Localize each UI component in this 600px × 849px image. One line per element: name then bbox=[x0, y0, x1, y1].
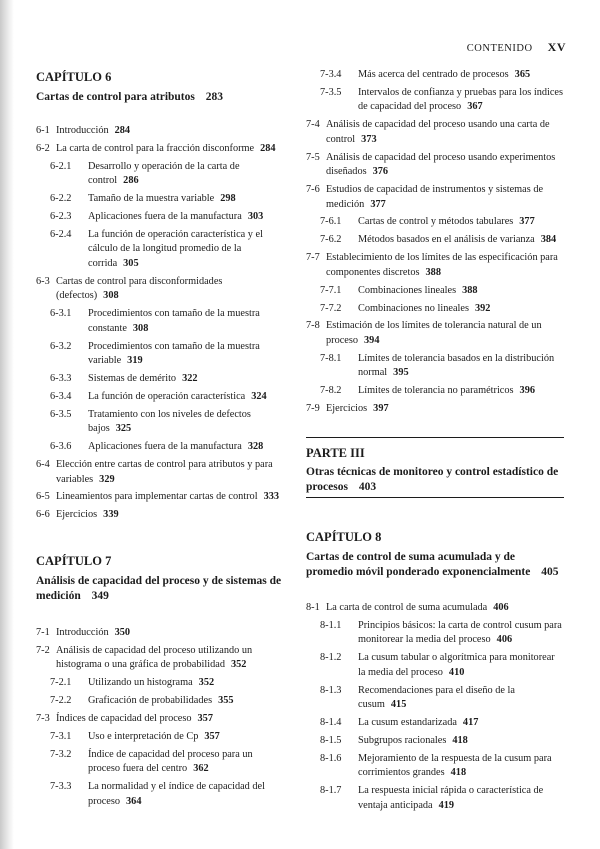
toc-entry-title: Introducción bbox=[56, 125, 109, 136]
toc-entry-text bbox=[88, 192, 286, 207]
toc-entry-text bbox=[56, 124, 286, 139]
toc-entry-number: 6-3.5 bbox=[50, 408, 72, 420]
toc-entry-title: Análisis de capacidad del proceso usando experimentos diseñados bbox=[326, 151, 556, 178]
toc-subentry bbox=[36, 440, 286, 455]
toc-entry-page: 377 bbox=[519, 216, 535, 228]
toc-entry-number: 8-1.3 bbox=[320, 684, 342, 696]
toc-entry-page: 396 bbox=[519, 385, 535, 397]
toc-entry-page: 303 bbox=[247, 211, 264, 223]
toc-entry-text bbox=[358, 302, 564, 317]
toc-entry bbox=[36, 142, 286, 157]
toc-subentry bbox=[306, 716, 564, 731]
toc-entry-page: 384 bbox=[540, 234, 557, 246]
toc-entry-text bbox=[326, 402, 564, 417]
toc-entry-title: Combinaciones no lineales bbox=[358, 302, 469, 314]
toc-entry-number: 7-6.2 bbox=[320, 234, 342, 246]
toc-entry-number: 8-1.5 bbox=[320, 734, 342, 746]
toc-entry-title: Análisis de capacidad del proceso utilizando un histograma o una gráfica de probabilidad bbox=[56, 644, 253, 671]
toc-subentry bbox=[36, 730, 286, 745]
toc-entry-page: 286 bbox=[123, 175, 139, 187]
toc-entry-title: Límites de tolerancia no paramétricos bbox=[358, 385, 514, 397]
chapter-8-header bbox=[306, 530, 564, 580]
toc-entry-page: 352 bbox=[230, 659, 247, 671]
toc-entry-text bbox=[358, 233, 564, 248]
toc-subentry bbox=[36, 780, 286, 809]
toc-entry-page: 415 bbox=[390, 699, 407, 711]
toc-entry-number: 7-8.1 bbox=[320, 352, 342, 364]
chapter-title bbox=[306, 550, 564, 580]
toc-entry-text bbox=[88, 748, 286, 777]
toc-entry-title: La cusum estandarizada bbox=[358, 717, 457, 729]
toc-entry-number: 6-2.3 bbox=[50, 211, 72, 223]
toc-entry-number: 7-3.1 bbox=[50, 730, 72, 742]
toc-entry-number: 7-3.5 bbox=[320, 86, 342, 98]
toc-entry-title: Tratamiento con los niveles de defectos bajos bbox=[88, 408, 251, 435]
toc-entry-number: 6-2.1 bbox=[50, 160, 72, 172]
toc-entry-number: 6-2.4 bbox=[50, 228, 72, 240]
toc-entry-text bbox=[88, 340, 286, 369]
toc-entry bbox=[306, 183, 564, 212]
toc-entry-title: Estimación de los límites de tolerancia natural de un proceso bbox=[326, 320, 542, 346]
toc-entry-page: 339 bbox=[103, 509, 119, 521]
toc-subentry bbox=[306, 734, 564, 749]
toc-entry-page: 308 bbox=[103, 290, 119, 302]
toc-entry-text bbox=[88, 390, 286, 405]
toc-entry-text bbox=[358, 68, 564, 83]
toc-entry-title: Utilizando un histograma bbox=[88, 677, 193, 689]
toc-entry-text bbox=[88, 780, 286, 809]
toc-subentry bbox=[36, 340, 286, 369]
part-title-text: Otras técnicas de monitoreo y control estadístico de procesos bbox=[306, 466, 559, 493]
toc-entry-page: 406 bbox=[493, 602, 509, 613]
toc-entry-text bbox=[358, 734, 564, 749]
toc-entry-number: 8-1.2 bbox=[320, 652, 342, 664]
toc-entry-page: 418 bbox=[450, 767, 467, 779]
part-bottom-rule bbox=[306, 497, 564, 498]
toc-entry-page: 364 bbox=[126, 795, 142, 807]
toc-entry-number: 7-3.3 bbox=[50, 781, 72, 793]
toc-subentry bbox=[306, 352, 564, 381]
toc-entry-title: Principios básicos: la carta de control cusum para monitorear la media del proceso bbox=[358, 619, 562, 646]
toc-entry-title: Límites de tolerancia basados en la distribución normal bbox=[358, 352, 555, 379]
toc-entry-page: 419 bbox=[438, 799, 455, 811]
toc-entry bbox=[36, 712, 286, 727]
toc-entry-number: 6-3.1 bbox=[50, 308, 72, 320]
toc-entry-number: 8-1.4 bbox=[320, 717, 342, 729]
toc-entry-number: 8-1.6 bbox=[320, 752, 342, 764]
toc-entry-page: 319 bbox=[127, 355, 143, 367]
toc-entry-number: 7-7 bbox=[306, 252, 320, 264]
toc-entry-text bbox=[358, 86, 564, 115]
toc-entry-number: 7-2.1 bbox=[50, 677, 72, 689]
toc-entry-page: 376 bbox=[372, 166, 389, 178]
toc-entry-page: 284 bbox=[114, 125, 131, 136]
toc-entry-text bbox=[326, 601, 564, 616]
toc-entry-number: 7-8 bbox=[306, 320, 320, 332]
toc-entry-page: 305 bbox=[123, 257, 139, 269]
toc-entry-page: 394 bbox=[364, 334, 380, 346]
toc-entry-text bbox=[358, 752, 564, 781]
toc-entry-text bbox=[358, 651, 564, 680]
toc-entry-page: 333 bbox=[263, 491, 280, 503]
toc-entry-title: La normalidad y el índice de capacidad del proceso bbox=[88, 781, 265, 807]
toc-entry-text bbox=[88, 408, 286, 437]
chapter-heading: CAPÍTULO 8 bbox=[306, 530, 382, 544]
toc-entry-page: 357 bbox=[204, 730, 220, 742]
toc-subentry bbox=[306, 384, 564, 399]
toc-subentry bbox=[306, 651, 564, 680]
chapter-8-entries bbox=[306, 601, 564, 817]
toc-entry-number: 8-1.1 bbox=[320, 619, 342, 631]
toc-entry-title: La respuesta inicial rápida o característica de ventaja anticipada bbox=[358, 785, 544, 811]
toc-entry-text bbox=[326, 251, 564, 280]
toc-entry-text bbox=[88, 160, 286, 189]
toc-entry-number: 7-6 bbox=[306, 184, 320, 196]
toc-entry-page: 355 bbox=[218, 695, 234, 707]
toc-entry bbox=[36, 508, 286, 523]
toc-entry-title: Intervalos de confianza y pruebas para los índices de capacidad del proceso bbox=[358, 86, 563, 113]
toc-subentry bbox=[306, 684, 564, 713]
toc-subentry bbox=[36, 192, 286, 207]
toc-subentry bbox=[36, 408, 286, 437]
toc-entry-text bbox=[88, 676, 286, 691]
toc-entry-page: 388 bbox=[462, 284, 478, 296]
toc-entry-number: 7-9 bbox=[306, 403, 320, 415]
toc-entry-text bbox=[56, 275, 286, 304]
running-head bbox=[467, 40, 566, 55]
toc-entry bbox=[306, 251, 564, 280]
toc-entry bbox=[306, 601, 564, 616]
toc-entry-number: 7-3 bbox=[36, 713, 50, 725]
chapter-title-page: 283 bbox=[205, 91, 223, 103]
toc-subentry bbox=[36, 676, 286, 691]
page-edge-shadow bbox=[0, 0, 14, 849]
toc-entry bbox=[36, 490, 286, 505]
toc-entry-text bbox=[88, 210, 286, 225]
toc-entry-number: 6-3.4 bbox=[50, 390, 72, 402]
toc-entry-title: La cusum tabular o algorítmica para monitorear la media del proceso bbox=[358, 652, 555, 678]
toc-entry bbox=[306, 151, 564, 180]
toc-entry-title: La carta de control para la fracción disconforme bbox=[56, 142, 255, 154]
toc-entry-title: Desarrollo y operación de la carta de control bbox=[88, 160, 240, 187]
page-number: XV bbox=[547, 40, 566, 54]
toc-entry-number: 7-1 bbox=[36, 627, 50, 638]
chapter-7-entries bbox=[36, 626, 286, 813]
toc-entry-title: Aplicaciones fuera de la manufactura bbox=[88, 441, 242, 453]
toc-entry-page: 352 bbox=[198, 677, 215, 689]
toc-entry-title: Ejercicios bbox=[326, 403, 368, 415]
toc-entry bbox=[36, 644, 286, 673]
toc-entry-page: 367 bbox=[467, 101, 483, 113]
toc-entry-page: 324 bbox=[251, 390, 267, 402]
toc-subentry bbox=[36, 228, 286, 272]
toc-subentry bbox=[36, 748, 286, 777]
toc-entry-number: 6-3 bbox=[36, 275, 50, 287]
toc-entry-text bbox=[88, 307, 286, 336]
toc-entry-text bbox=[88, 228, 286, 272]
toc-entry-text bbox=[358, 619, 564, 648]
toc-entry-title: Establecimiento de los límites de las especificación para componentes discretos bbox=[326, 252, 558, 278]
toc-entry-number: 6-6 bbox=[36, 509, 50, 521]
toc-entry-number: 7-5 bbox=[306, 151, 320, 163]
toc-entry-title: Aplicaciones fuera de la manufactura bbox=[88, 211, 242, 223]
toc-entry-number: 7-7.1 bbox=[320, 284, 342, 296]
toc-entry-number: 6-3.2 bbox=[50, 340, 72, 352]
toc-entry-page: 377 bbox=[370, 198, 386, 210]
toc-entry-page: 357 bbox=[197, 713, 213, 725]
toc-subentry bbox=[306, 752, 564, 781]
toc-subentry bbox=[36, 694, 286, 709]
toc-entry-page: 284 bbox=[260, 142, 276, 154]
toc-entry-title: Cartas de control para disconformidades (defectos) bbox=[56, 275, 223, 302]
toc-entry bbox=[306, 319, 564, 348]
toc-entry-text bbox=[88, 730, 286, 745]
part-title bbox=[306, 465, 564, 495]
toc-entry-text bbox=[358, 215, 564, 230]
toc-entry-text bbox=[326, 183, 564, 212]
toc-entry-text bbox=[326, 319, 564, 348]
toc-entry-text bbox=[56, 142, 286, 157]
toc-entry-title: Tamaño de la muestra variable bbox=[88, 193, 215, 205]
toc-entry-text bbox=[358, 684, 564, 713]
toc-subentry bbox=[306, 284, 564, 299]
toc-entry-text bbox=[358, 784, 564, 813]
chapter-title-text: Cartas de control para atributos bbox=[36, 91, 195, 103]
toc-entry-page: 417 bbox=[462, 717, 479, 729]
part-top-rule bbox=[306, 437, 564, 438]
toc-entry-page: 308 bbox=[132, 322, 149, 334]
toc-entry-text bbox=[326, 118, 564, 147]
toc-subentry bbox=[36, 307, 286, 336]
toc-entry-text bbox=[358, 716, 564, 731]
toc-entry bbox=[36, 458, 286, 487]
toc-entry-title: La función de operación característica bbox=[88, 390, 246, 402]
toc-entry-text bbox=[56, 508, 286, 523]
toc-entry-page: 322 bbox=[182, 373, 198, 385]
toc-entry-title: Análisis de capacidad del proceso usando una carta de control bbox=[326, 119, 550, 145]
toc-entry bbox=[36, 124, 286, 139]
toc-entry-page: 392 bbox=[474, 302, 491, 314]
toc-subentry bbox=[306, 86, 564, 115]
toc-entry-number: 6-2 bbox=[36, 142, 50, 154]
toc-entry-title: Índices de capacidad del proceso bbox=[56, 713, 192, 725]
toc-entry-title: Estudios de capacidad de instrumentos y sistemas de medición bbox=[326, 184, 544, 210]
toc-entry-page: 406 bbox=[496, 634, 513, 646]
toc-entry-page: 325 bbox=[115, 423, 132, 435]
chapter-title-page: 405 bbox=[541, 566, 559, 578]
toc-entry-title: Combinaciones lineales bbox=[358, 284, 457, 296]
toc-entry-title: Índice de capacidad del proceso para un proceso fuera del centro bbox=[88, 748, 253, 775]
toc-entry-page: 350 bbox=[114, 627, 131, 638]
toc-entry-title: Uso e interpretación de Cp bbox=[88, 730, 199, 742]
toc-subentry bbox=[306, 68, 564, 83]
part-heading: PARTE III bbox=[306, 446, 365, 460]
toc-subentry bbox=[36, 372, 286, 387]
toc-entry-title: Procedimientos con tamaño de la muestra constante bbox=[88, 308, 260, 334]
toc-entry-title: La carta de control de suma acumulada bbox=[326, 602, 488, 613]
toc-entry-number: 6-3.3 bbox=[50, 373, 72, 385]
toc-entry-page: 373 bbox=[361, 133, 377, 145]
toc-entry-number: 7-8.2 bbox=[320, 385, 342, 397]
chapter-heading: CAPÍTULO 7 bbox=[36, 554, 112, 568]
toc-entry-text bbox=[88, 440, 286, 455]
toc-entry-number: 7-2.2 bbox=[50, 695, 72, 707]
chapter-7-continued-entries bbox=[306, 68, 564, 420]
toc-entry-title: Introducción bbox=[56, 627, 109, 638]
toc-entry-text bbox=[56, 712, 286, 727]
toc-entry-text bbox=[358, 352, 564, 381]
toc-entry-title: Mejoramiento de la respuesta de la cusum para corrimientos grandes bbox=[358, 752, 552, 779]
toc-entry-page: 365 bbox=[514, 69, 531, 80]
toc-entry bbox=[306, 118, 564, 147]
toc-entry-number: 6-4 bbox=[36, 459, 50, 471]
chapter-heading: CAPÍTULO 6 bbox=[36, 70, 112, 84]
toc-entry-text bbox=[56, 626, 286, 641]
toc-entry-page: 410 bbox=[448, 666, 465, 678]
toc-entry-text bbox=[56, 644, 286, 673]
toc-entry-text bbox=[88, 372, 286, 387]
toc-entry-page: 328 bbox=[247, 441, 264, 453]
toc-entry-title: Graficación de probabilidades bbox=[88, 695, 213, 707]
toc-entry-text bbox=[358, 384, 564, 399]
toc-entry-number: 8-1 bbox=[306, 602, 320, 613]
toc-entry-number: 7-4 bbox=[306, 119, 320, 131]
toc-entry-page: 329 bbox=[99, 473, 115, 485]
toc-subentry bbox=[36, 390, 286, 405]
toc-entry-number: 7-7.2 bbox=[320, 302, 342, 314]
toc-entry-number: 6-3.6 bbox=[50, 441, 72, 453]
toc-entry-number: 7-2 bbox=[36, 644, 50, 656]
toc-entry-title: Sistemas de demérito bbox=[88, 373, 177, 385]
toc-entry-title: Cartas de control y métodos tabulares bbox=[358, 216, 514, 228]
part-title-page: 403 bbox=[358, 481, 377, 493]
toc-entry-text bbox=[56, 490, 286, 505]
chapter-6-entries bbox=[36, 124, 286, 526]
toc-entry-page: 388 bbox=[425, 266, 441, 278]
toc-entry-title: Recomendaciones para el diseño de la cusum bbox=[358, 684, 515, 711]
running-head-title: CONTENIDO bbox=[466, 43, 533, 54]
toc-entry-title: Subgrupos racionales bbox=[358, 734, 447, 746]
toc-entry-page: 362 bbox=[193, 763, 209, 775]
toc-entry-title: Procedimientos con tamaño de la muestra variable bbox=[88, 340, 260, 367]
toc-subentry bbox=[306, 215, 564, 230]
toc-entry-title: Métodos basados en el análisis de varianza bbox=[358, 234, 535, 246]
toc-entry-page: 418 bbox=[452, 734, 468, 746]
chapter-title-text: Análisis de capacidad del proceso y de sistemas de medición bbox=[36, 575, 282, 602]
toc-entry bbox=[36, 275, 286, 304]
toc-entry-text bbox=[358, 284, 564, 299]
toc-subentry bbox=[306, 302, 564, 317]
part-3-header bbox=[306, 446, 564, 495]
chapter-title bbox=[36, 574, 286, 604]
toc-entry-title: Lineamientos para implementar cartas de control bbox=[56, 491, 258, 503]
chapter-title bbox=[36, 90, 286, 105]
toc-entry-number: 6-5 bbox=[36, 491, 50, 503]
toc-subentry bbox=[36, 160, 286, 189]
toc-entry-number: 6-1 bbox=[36, 125, 50, 136]
toc-entry-title: Elección entre cartas de control para atributos y para variables bbox=[56, 459, 273, 485]
toc-entry bbox=[306, 402, 564, 417]
toc-entry-number: 7-6.1 bbox=[320, 216, 342, 228]
toc-entry-text bbox=[88, 694, 286, 709]
toc-entry-text bbox=[56, 458, 286, 487]
chapter-7-header bbox=[36, 554, 286, 604]
toc-entry-number: 7-3.2 bbox=[50, 748, 72, 760]
toc-subentry bbox=[36, 210, 286, 225]
toc-subentry bbox=[306, 619, 564, 648]
toc-entry-number: 6-2.2 bbox=[50, 193, 72, 205]
toc-entry-text bbox=[326, 151, 564, 180]
toc-entry-page: 395 bbox=[393, 367, 409, 379]
chapter-title-text: Cartas de control de suma acumulada y de promedio móvil ponderado exponencialmente bbox=[306, 551, 531, 578]
toc-entry-number: 8-1.7 bbox=[320, 785, 342, 797]
toc-subentry bbox=[306, 784, 564, 813]
toc-entry-title: Ejercicios bbox=[56, 509, 98, 521]
toc-entry-number: 7-3.4 bbox=[320, 69, 342, 80]
toc-entry-title: La función de operación característica y el cálculo de la longitud promedio de la corrida bbox=[88, 228, 263, 269]
toc-entry-page: 397 bbox=[373, 403, 389, 415]
chapter-title-page: 349 bbox=[91, 590, 109, 602]
toc-entry-page: 298 bbox=[220, 193, 236, 205]
toc-entry bbox=[36, 626, 286, 641]
chapter-6-header bbox=[36, 70, 286, 105]
toc-entry-title: Más acerca del centrado de procesos bbox=[358, 69, 509, 80]
toc-subentry bbox=[306, 233, 564, 248]
